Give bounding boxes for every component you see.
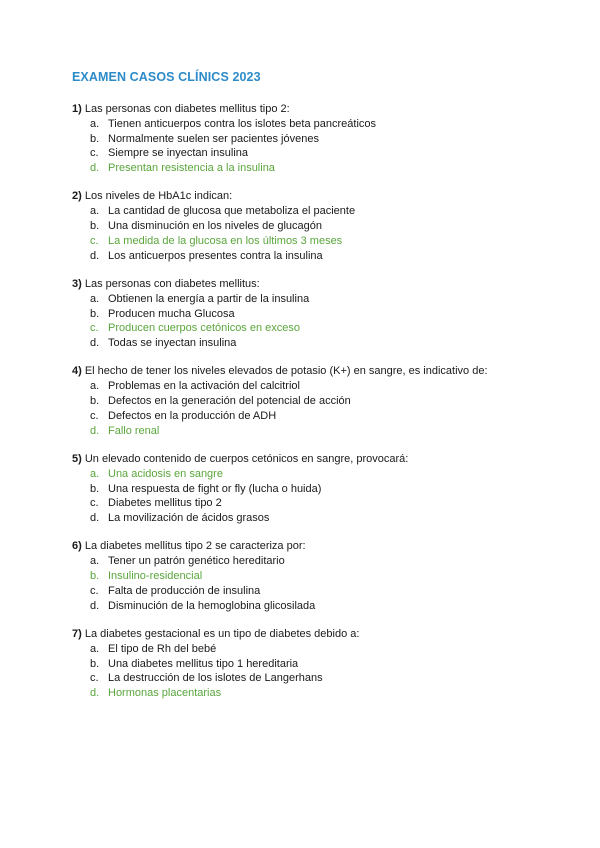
question-text xyxy=(72,452,542,467)
option-letter: d. xyxy=(90,249,100,262)
option-letter: a. xyxy=(90,380,100,393)
option-text: La cantidad de glucosa que metaboliza el paciente xyxy=(108,205,356,218)
answer-option xyxy=(72,292,542,307)
option-text: Disminución de la hemoglobina glicosilada xyxy=(108,599,316,612)
option-text: Defectos en la producción de ADH xyxy=(108,409,277,422)
question-stem: El hecho de tener los niveles elevados de potasio (K+) en sangre, es indicativo de: xyxy=(81,365,488,378)
option-letter: d. xyxy=(90,337,100,350)
option-letter: c. xyxy=(90,409,99,422)
option-text: Producen cuerpos cetónicos en exceso xyxy=(108,322,301,335)
option-letter: c. xyxy=(90,497,99,510)
option-letter: d. xyxy=(90,424,100,437)
option-text: Una respuesta de fight or fly (lucha o huida) xyxy=(108,482,322,495)
question-text xyxy=(72,189,542,204)
question-stem: La diabetes mellitus tipo 2 se caracteriza por: xyxy=(81,540,306,553)
answer-option-correct xyxy=(72,569,542,584)
question-number: 5) xyxy=(72,452,82,465)
option-text: Una disminución en los niveles de glucagón xyxy=(108,220,323,233)
option-text: Tener un patrón genético hereditario xyxy=(108,555,285,568)
answer-option xyxy=(72,132,542,147)
answer-option-correct xyxy=(72,467,542,482)
answer-option xyxy=(72,249,542,264)
option-letter: b. xyxy=(90,395,100,408)
answer-option-correct xyxy=(72,686,542,701)
option-letter: d. xyxy=(90,687,100,700)
answer-options xyxy=(72,117,542,176)
question-number: 7) xyxy=(72,627,82,640)
option-letter: b. xyxy=(90,307,100,320)
option-text: Fallo renal xyxy=(108,424,160,437)
question-2 xyxy=(72,189,542,263)
option-text: Tienen anticuerpos contra los islotes beta pancreáticos xyxy=(108,117,377,130)
answer-option xyxy=(72,307,542,322)
option-text: Hormonas placentarias xyxy=(108,687,222,700)
question-stem: Las personas con diabetes mellitus tipo 2: xyxy=(81,103,290,115)
option-text: Todas se inyectan insulina xyxy=(108,337,237,350)
question-number: 2) xyxy=(72,190,82,203)
option-text: Falta de producción de insulina xyxy=(108,584,261,597)
answer-option xyxy=(72,204,542,219)
option-text: Presentan resistencia a la insulina xyxy=(108,162,275,175)
option-letter: a. xyxy=(90,292,100,305)
answer-option xyxy=(72,409,542,424)
answer-option xyxy=(72,642,542,657)
answer-option xyxy=(72,496,542,511)
answer-option xyxy=(72,117,542,132)
option-text: La movilización de ácidos grasos xyxy=(108,512,270,525)
question-1 xyxy=(72,102,542,176)
answer-option xyxy=(72,379,542,394)
option-text: Insulino-residencial xyxy=(108,570,203,583)
answer-option xyxy=(72,599,542,614)
answer-option-correct xyxy=(72,234,542,249)
question-number: 3) xyxy=(72,277,82,290)
answer-option-correct xyxy=(72,321,542,336)
answer-option-correct xyxy=(72,161,542,176)
option-text: Defectos en la generación del potencial de acción xyxy=(108,395,351,408)
answer-option xyxy=(72,554,542,569)
question-list xyxy=(72,102,542,714)
option-text: La destrucción de los islotes de Langerhans xyxy=(108,672,323,685)
question-text xyxy=(72,364,542,379)
option-text: Obtienen la energía a partir de la insulina xyxy=(108,292,310,305)
option-text: Problemas en la activación del calcitriol xyxy=(108,380,300,393)
answer-option xyxy=(72,584,542,599)
option-letter: a. xyxy=(90,642,100,655)
option-letter: c. xyxy=(90,234,99,247)
answer-options xyxy=(72,554,542,613)
option-text: Siempre se inyectan insulina xyxy=(108,147,249,160)
answer-option xyxy=(72,671,542,686)
question-text xyxy=(72,627,542,642)
option-letter: b. xyxy=(90,220,100,233)
question-4 xyxy=(72,364,542,438)
question-number: 1) xyxy=(72,103,82,115)
question-5 xyxy=(72,452,542,526)
option-letter: a. xyxy=(90,467,100,480)
question-text xyxy=(72,539,542,554)
exam-title: EXAMEN CASOS CLÍNICS 2023 xyxy=(72,70,261,84)
option-letter: c. xyxy=(90,584,99,597)
question-3 xyxy=(72,277,542,351)
answer-option xyxy=(72,219,542,234)
answer-options xyxy=(72,467,542,526)
question-text xyxy=(72,277,542,292)
question-number: 4) xyxy=(72,365,82,378)
option-letter: c. xyxy=(90,322,99,335)
question-6 xyxy=(72,539,542,613)
option-letter: d. xyxy=(90,512,100,525)
question-7 xyxy=(72,627,542,701)
answer-options xyxy=(72,292,542,351)
option-letter: d. xyxy=(90,162,100,175)
answer-option xyxy=(72,336,542,351)
option-text: Producen mucha Glucosa xyxy=(108,307,235,320)
option-letter: a. xyxy=(90,205,100,218)
answer-options xyxy=(72,379,542,438)
option-text: Una diabetes mellitus tipo 1 hereditaria xyxy=(108,657,299,670)
answer-option xyxy=(72,394,542,409)
answer-option xyxy=(72,146,542,161)
option-text: El tipo de Rh del bebé xyxy=(108,642,217,655)
option-letter: a. xyxy=(90,555,100,568)
option-text: La medida de la glucosa en los últimos 3 meses xyxy=(108,234,343,247)
option-letter: b. xyxy=(90,657,100,670)
option-text: Diabetes mellitus tipo 2 xyxy=(108,497,222,510)
question-number: 6) xyxy=(72,540,82,553)
answer-options xyxy=(72,204,542,263)
question-stem: La diabetes gestacional es un tipo de diabetes debido a: xyxy=(81,627,360,640)
option-letter: d. xyxy=(90,599,100,612)
question-stem: Las personas con diabetes mellitus: xyxy=(81,277,260,290)
option-text: Normalmente suelen ser pacientes jóvenes xyxy=(108,132,319,145)
question-stem: Un elevado contenido de cuerpos cetónicos en sangre, provocará: xyxy=(81,452,409,465)
option-letter: a. xyxy=(90,117,100,130)
option-letter: c. xyxy=(90,147,99,160)
answer-options xyxy=(72,642,542,701)
option-text: Los anticuerpos presentes contra la insulina xyxy=(108,249,323,262)
question-stem: Los niveles de HbA1c indican: xyxy=(81,190,233,203)
answer-option xyxy=(72,511,542,526)
option-letter: c. xyxy=(90,672,99,685)
option-letter: b. xyxy=(90,132,100,145)
answer-option xyxy=(72,482,542,497)
question-text xyxy=(72,102,542,117)
option-text: Una acidosis en sangre xyxy=(108,467,223,480)
option-letter: b. xyxy=(90,482,100,495)
answer-option xyxy=(72,657,542,672)
option-letter: b. xyxy=(90,570,100,583)
answer-option-correct xyxy=(72,424,542,439)
